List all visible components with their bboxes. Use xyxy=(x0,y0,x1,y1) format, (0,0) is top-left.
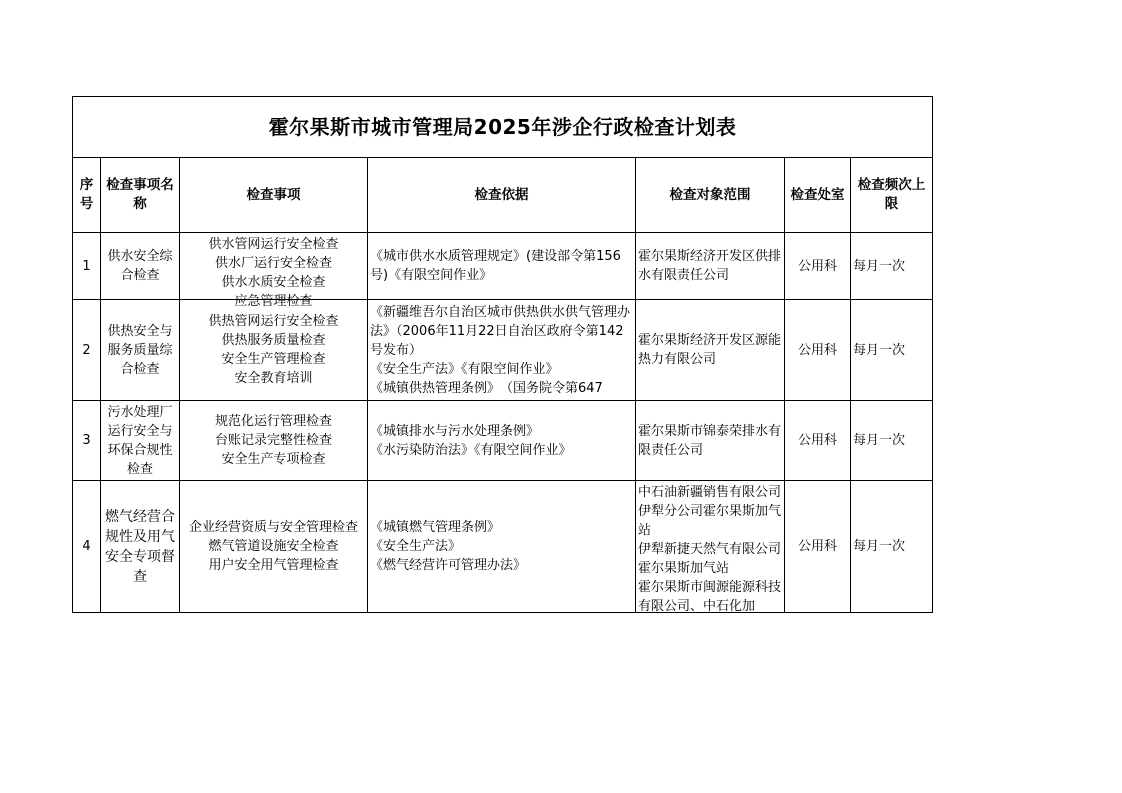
item-line: 安全生产管理检查 xyxy=(221,352,326,367)
row-no: 1 xyxy=(73,233,101,300)
header-no: 序号 xyxy=(73,158,101,233)
header-basis: 检查依据 xyxy=(368,158,636,233)
item-line: 企业经营资质与安全管理检查 xyxy=(188,520,358,535)
header-scope: 检查对象范围 xyxy=(636,158,785,233)
item-line: 燃气管道设施安全检查 xyxy=(208,539,339,554)
header-dept: 检查处室 xyxy=(785,158,851,233)
basis-line: 《安全生产法》《有限空间作业》 xyxy=(370,361,559,377)
row-dept: 公用科 xyxy=(785,481,851,613)
row-freq: 每月一次 xyxy=(851,233,933,300)
basis-line: 《城市供水水质管理规定》(建设部令第156号)《有限空间作业》 xyxy=(370,249,621,283)
item-line: 供热服务质量检查 xyxy=(221,333,326,348)
row-scope: 霍尔果斯经济开发区源能热力有限公司 xyxy=(636,300,785,401)
row-name: 供水安全综合检查 xyxy=(101,233,180,300)
item-line: 安全教育培训 xyxy=(234,371,313,386)
row-basis xyxy=(368,233,636,300)
row-freq: 每月一次 xyxy=(851,481,933,613)
table-row xyxy=(73,481,933,613)
row-items xyxy=(180,401,368,481)
item-line: 台账记录完整性检查 xyxy=(214,433,332,448)
basis-line: 《新疆维吾尔自治区城市供热供水供气管理办法》（2006年11月22日自治区政府令第142号发布） xyxy=(370,304,631,358)
item-line: 供水管网运行安全检查 xyxy=(208,237,339,252)
item-line: 用户安全用气管理检查 xyxy=(208,558,339,573)
row-freq: 每月一次 xyxy=(851,401,933,481)
row-dept: 公用科 xyxy=(785,401,851,481)
row-items xyxy=(180,233,368,309)
row-basis xyxy=(368,401,636,481)
item-line: 供水水质安全检查 xyxy=(221,275,326,290)
header-freq: 检查频次上限 xyxy=(851,158,933,233)
row-no: 2 xyxy=(73,300,101,401)
row-no: 4 xyxy=(73,481,101,613)
row-basis xyxy=(368,300,636,401)
basis-line: 《安全生产法》 xyxy=(370,539,462,554)
inspection-plan-sheet xyxy=(72,96,932,613)
item-line: 安全生产专项检查 xyxy=(221,452,326,467)
scope-line: 中石油新疆销售有限公司伊犁分公司霍尔果斯加气站 xyxy=(638,484,782,538)
row-dept: 公用科 xyxy=(785,300,851,401)
table-title: 霍尔果斯市城市管理局2025年涉企行政检查计划表 xyxy=(73,97,933,158)
row-name: 污水处理厂运行安全与环保合规性检查 xyxy=(101,401,180,481)
table-row xyxy=(73,233,933,300)
row-dept: 公用科 xyxy=(785,233,851,300)
table-row xyxy=(73,401,933,481)
item-line: 供热管网运行安全检查 xyxy=(208,314,339,329)
basis-line: 《水污染防治法》《有限空间作业》 xyxy=(370,442,572,458)
table-row xyxy=(73,300,933,401)
scope-line: 霍尔果斯市闽源能源科技有限公司、中石化加 xyxy=(638,579,782,614)
row-scope xyxy=(636,481,785,613)
row-basis xyxy=(368,481,636,613)
item-line: 供水厂运行安全检查 xyxy=(214,256,332,271)
scope-line: 伊犁新捷天然气有限公司霍尔果斯加气站 xyxy=(638,541,782,576)
row-scope: 霍尔果斯市锦泰荣排水有限责任公司 xyxy=(636,401,785,481)
header-row xyxy=(73,158,933,233)
inspection-plan-table xyxy=(72,96,933,613)
row-name: 供热安全与服务质量综合检查 xyxy=(101,300,180,401)
item-line: 应急管理检查 xyxy=(234,294,313,309)
basis-line: 《城镇燃气管理条例》 xyxy=(370,520,501,535)
row-items xyxy=(180,300,368,401)
basis-line: 《燃气经营许可管理办法》 xyxy=(370,558,527,573)
row-name: 燃气经营合规性及用气安全专项督查 xyxy=(101,481,180,613)
basis-line: 《城镇排水与污水处理条例》 xyxy=(370,423,540,439)
header-items: 检查事项 xyxy=(180,158,368,233)
basis-line: 《城镇供热管理条例》 （国务院令第647 xyxy=(370,380,603,396)
row-scope: 霍尔果斯经济开发区供排水有限责任公司 xyxy=(636,233,785,300)
item-line: 规范化运行管理检查 xyxy=(214,414,332,429)
row-items xyxy=(180,481,368,613)
header-name: 检查事项名称 xyxy=(101,158,180,233)
row-no: 3 xyxy=(73,401,101,481)
row-freq: 每月一次 xyxy=(851,300,933,401)
